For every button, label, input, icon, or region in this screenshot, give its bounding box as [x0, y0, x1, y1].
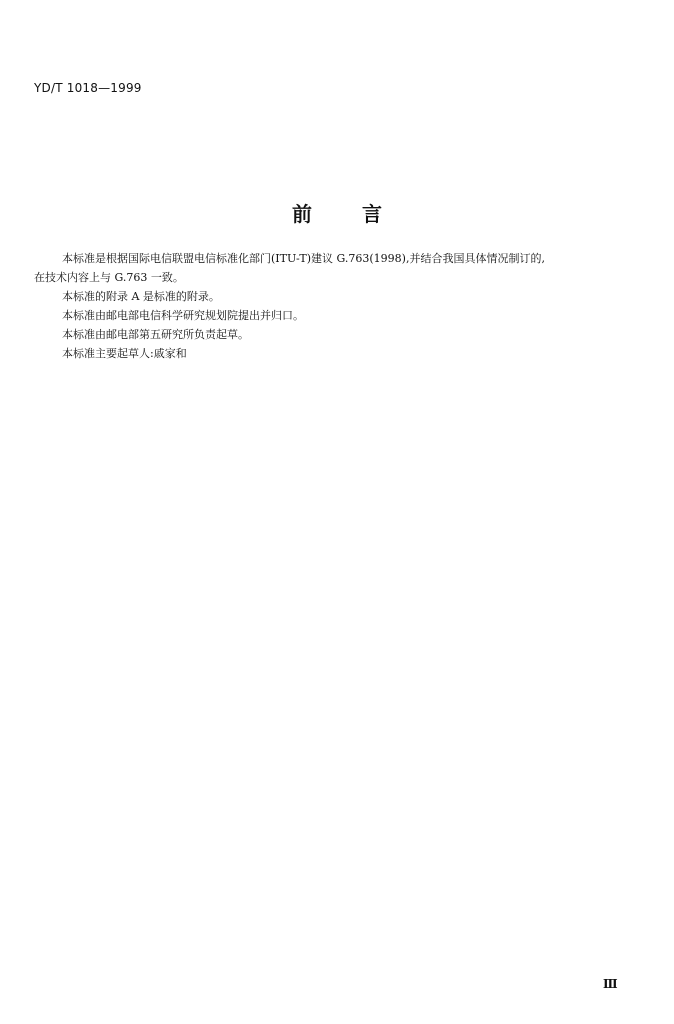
paragraph-drafter: 本标准由邮电部第五研究所负责起草。 [62, 328, 249, 341]
document-body [34, 249, 644, 363]
paragraph-appendix: 本标准的附录 A 是标准的附录。 [62, 290, 220, 303]
paragraph-basis: 本标准是根据国际电信联盟电信标准化部门(ITU-T)建议 G.763(1998),并结合我国具体情况制订的, [62, 252, 545, 265]
page-title [0, 198, 674, 227]
page-number: Ⅲ [603, 977, 618, 991]
paragraph-basis-continuation: 在技术内容上与 G.763 一致。 [34, 271, 184, 284]
paragraph-authors: 本标准主要起草人:戚家和 [62, 347, 187, 360]
standard-number: YD/T 1018—1999 [34, 81, 142, 95]
paragraph-proposer: 本标准由邮电部电信科学研究规划院提出并归口。 [62, 309, 304, 322]
title-char-2: 言 [362, 202, 382, 226]
title-char-1: 前 [292, 202, 312, 226]
